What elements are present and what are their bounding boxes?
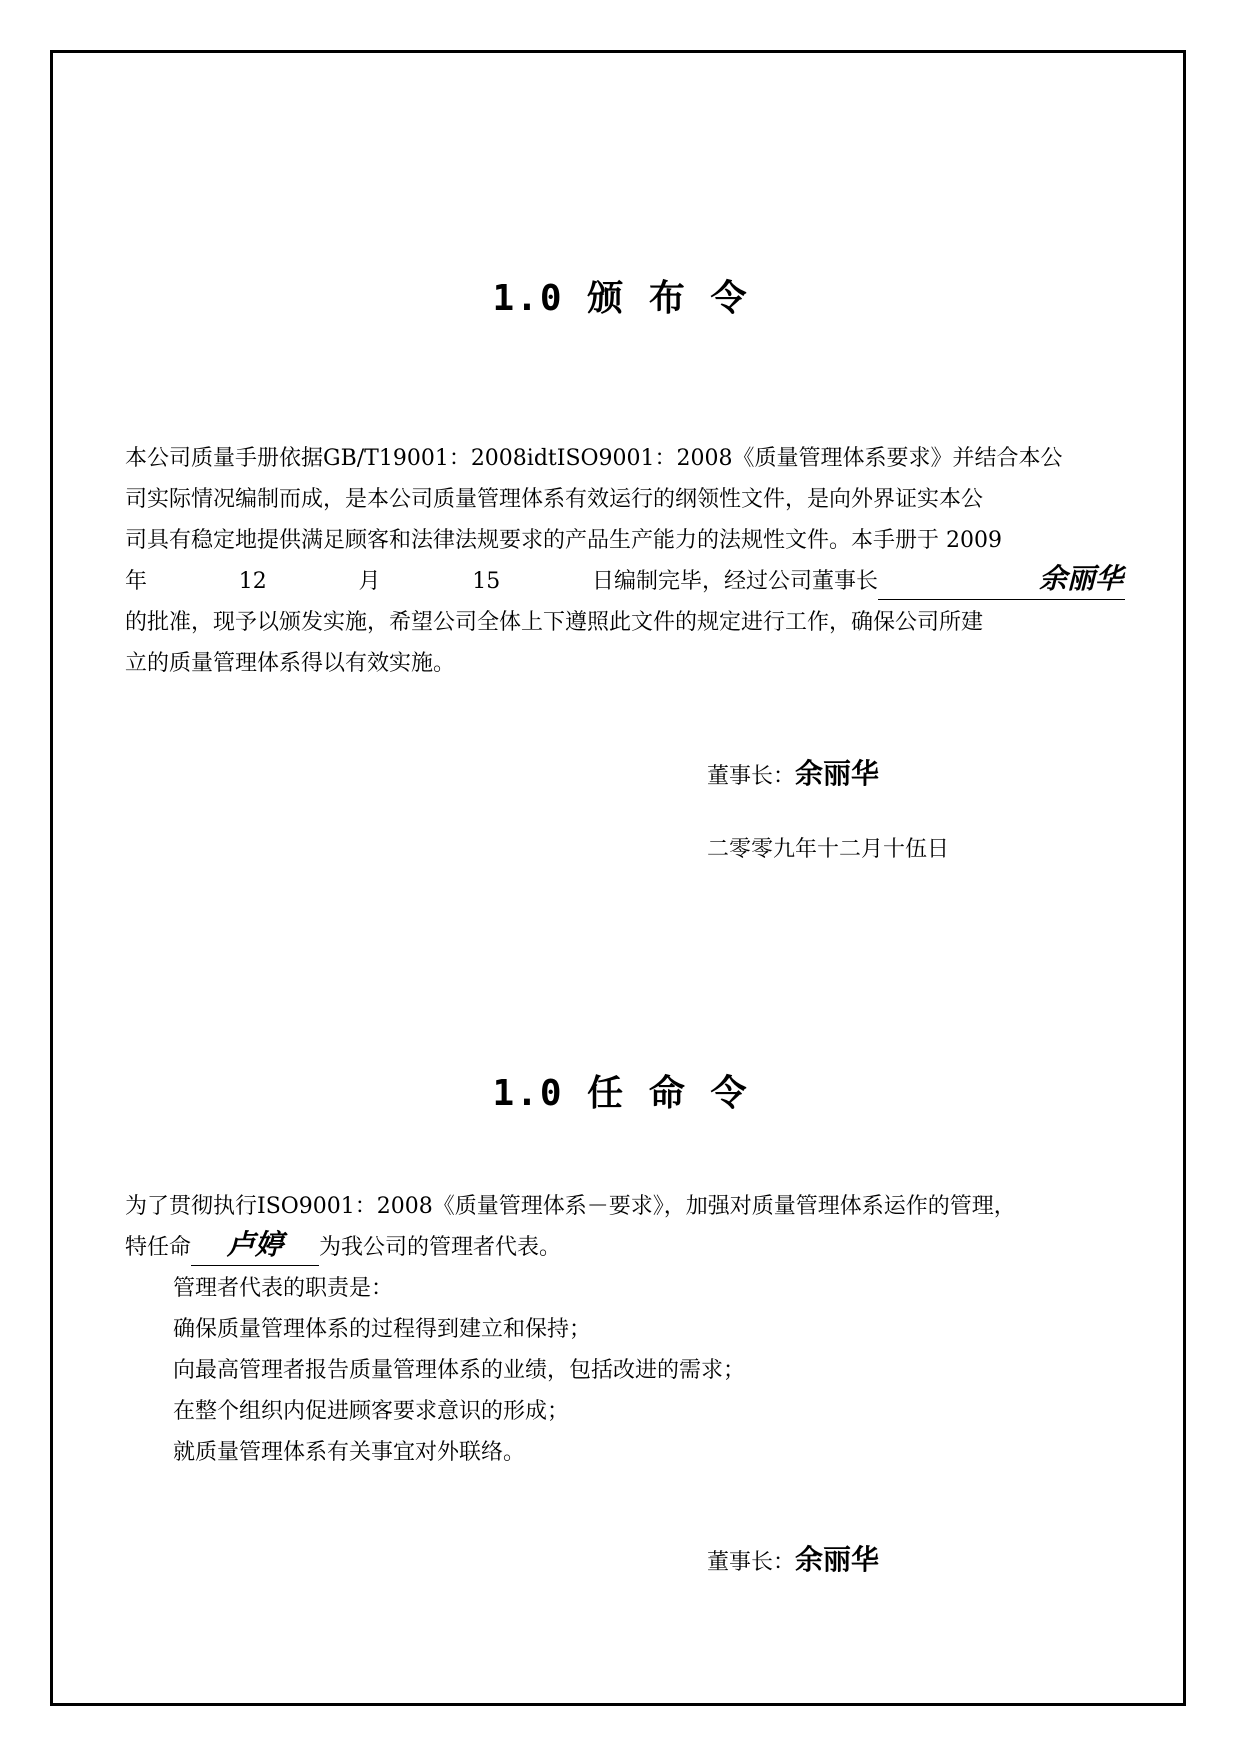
appointment-body (125, 1186, 1125, 1268)
promulgation-date: 二零零九年十二月十伍日 (707, 837, 950, 862)
month-char: 月 (358, 569, 381, 594)
appointment-line: 特任命 卢婷 为我公司的管理者代表。 (125, 1227, 1125, 1268)
day-number: 15 (472, 569, 501, 594)
signer-label: 董事长： (707, 764, 796, 789)
body-line: 立的质量管理体系得以有效实施。 (125, 651, 456, 676)
year-char: 年 (125, 569, 148, 594)
body-line: 为了贯彻执行ISO9001：2008《质量管理体系－要求》，加强对质量管理体系运作的管理， (125, 1194, 1016, 1219)
chairman-signature: 余丽华 (795, 1543, 880, 1576)
duty-item: 就质量管理体系有关事宜对外联络。 (173, 1440, 526, 1465)
duty-item: 确保质量管理体系的过程得到建立和保持； (173, 1317, 592, 1342)
appointment-title: 1.0 任 命 令 (492, 1073, 749, 1114)
body-line: 的批准，现予以颁发实施，希望公司全体上下遵照此文件的规定进行工作，确保公司所建 (125, 610, 984, 635)
body-line: 本公司质量手册依据GB/T19001：2008idtISO9001：2008《质量管理体系要求》并结合本公 (125, 446, 1063, 471)
duty-item: 在整个组织内促进顾客要求意识的形成； (173, 1399, 570, 1424)
duty-item: 向最高管理者报告质量管理体系的业绩，包括改进的需求； (173, 1358, 746, 1383)
duty-item: 管理者代表的职责是： (173, 1276, 394, 1301)
duties-list (173, 1268, 745, 1473)
body-line: 司实际情况编制而成，是本公司质量管理体系有效运行的纲领性文件，是向外界证实本公 (125, 487, 984, 512)
appointee-name: 卢婷 (227, 1228, 284, 1261)
promulgation-body (125, 438, 1125, 684)
chairman-signature-line (878, 562, 1125, 600)
appointee-signature-line (191, 1228, 319, 1266)
month-number: 12 (238, 569, 267, 594)
chairman-signature: 余丽华 (795, 757, 880, 790)
body-line: 司具有稳定地提供满足顾客和法律法规要求的产品生产能力的法规性文件。本手册于 2009 (125, 528, 1002, 553)
chairman-signature-inline: 余丽华 (1038, 562, 1123, 595)
body-date-line (125, 561, 1125, 602)
signer-label: 董事长： (707, 1550, 796, 1575)
promulgation-title: 1.0 颁 布 令 (492, 278, 749, 319)
appointment-signer (707, 1538, 879, 1578)
approval-text: 日编制完毕，经过公司董事长 余丽华 (592, 561, 1125, 602)
promulgation-signer (707, 752, 879, 792)
